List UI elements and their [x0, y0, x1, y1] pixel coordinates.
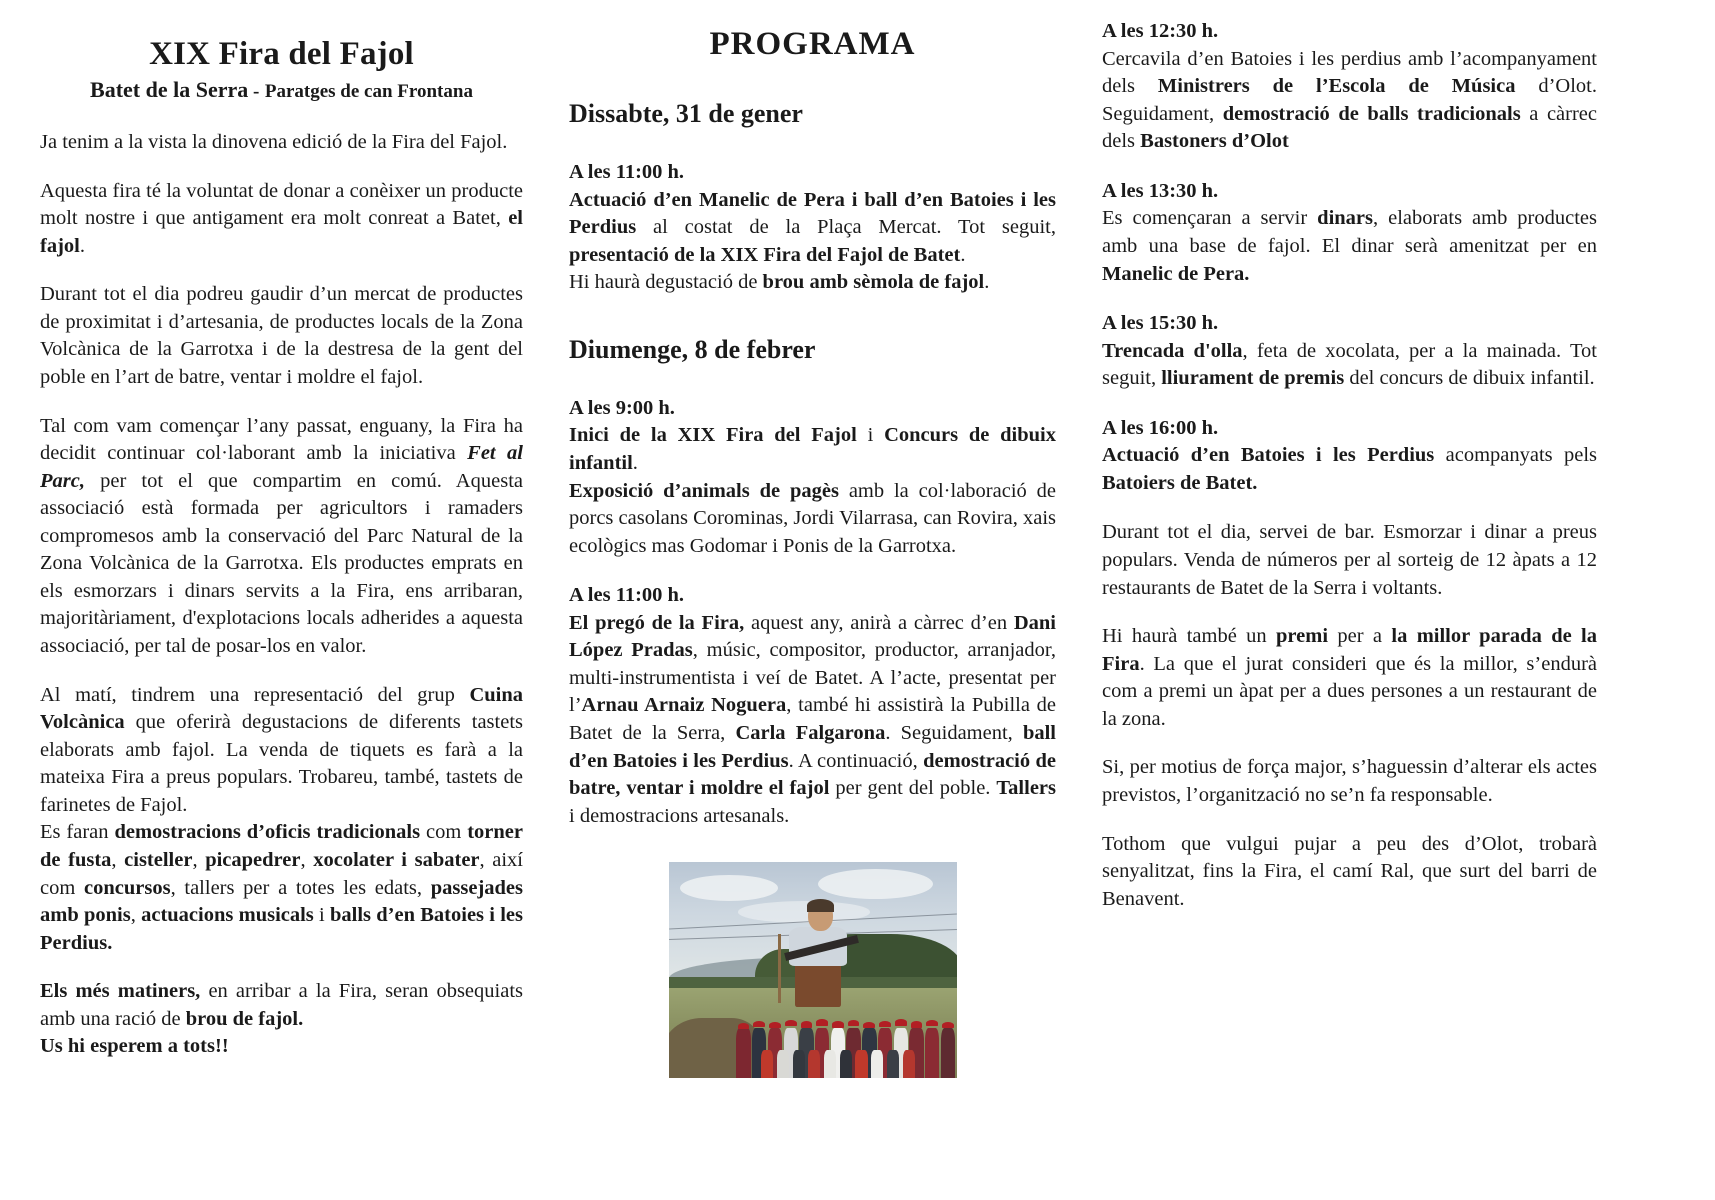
intro-p6-a: Es faran — [40, 821, 115, 844]
intro-p6-xocolater: xocolater i sabater — [313, 848, 480, 871]
schedule-slot — [569, 582, 1056, 830]
photo-barretina-icon — [879, 1021, 891, 1027]
slot-time: A les 13:30 h. — [1102, 179, 1219, 202]
photo-person — [941, 1028, 955, 1079]
sun9-l1b: i — [856, 424, 885, 447]
slot-description — [1102, 442, 1597, 497]
slot-time: A les 11:00 h. — [569, 584, 685, 607]
intro-p2-bold: el fajol — [40, 207, 523, 257]
photo-child — [793, 1050, 805, 1079]
intro-p6-torner: torner de fusta — [40, 821, 523, 871]
slot-description-2 — [569, 478, 1056, 561]
slot-time: A les 12:30 h. — [1102, 20, 1219, 42]
photo-barretina-icon — [785, 1020, 797, 1026]
photo-pole — [778, 934, 781, 1003]
intro-p4-c: per tot el que compartim en comú. Aquesta associació està formada per agricultors i ramaders compromesos amb la conservació del Parc Natural de la Zona Volcànica de la Garrotxa. Els productes emprats en els esmorzars i dinars servits a la Fira, ens arribaran, majoritàriament, d'explotacions locals adherides a aquesta associació, per tal de posar-los en valor. — [40, 469, 523, 657]
sun9-l2b: amb la col·laboració de porcs casolans Corominas, Jordi Vilarrasa, can Rovira, xais ecològics mas Godomar i Ponis de la Garrotxa. — [569, 479, 1056, 557]
photo-barretina-icon — [911, 1021, 923, 1027]
note-best-stall-prize — [1102, 623, 1597, 733]
intro-p5-c: que oferirà degustacions de diferents tastets elaborats amb fajol. La venda de tiquets es farà a la mateixa Fira a preus populars. Trobareu, també, tastets de farinetes de Fajol. — [40, 711, 523, 816]
intro-p4-a: Tal com vam començar l’any passat, enguany, la Fira ha decidit continuar col·laborant amb la iniciativa — [40, 414, 523, 465]
schedule-slot — [569, 395, 1056, 560]
sun11-prego: El pregó de la Fira, — [569, 611, 745, 634]
slot-description-2 — [569, 269, 1056, 297]
sun1330-l1c: , elaborats amb productes amb una base de fajol. El dinar serà amenitzat per en — [1102, 207, 1598, 257]
fair-subtitle — [40, 77, 523, 103]
intro-p6-oficis: demostracions d’oficis tradicionals — [114, 821, 421, 844]
intro-p6-concursos: concursos — [84, 876, 171, 899]
sat-brou: brou amb sèmola de fajol — [762, 271, 985, 294]
schedule-slot — [1102, 310, 1597, 393]
sun1230-l1c: d’Olot. Seguidament, — [1102, 75, 1598, 125]
photo-cloud — [818, 869, 933, 899]
sun11-ball: ball d’en Batoies i les Perdius — [569, 722, 1056, 772]
intro-paragraph-7 — [40, 978, 523, 1033]
left-column — [40, 18, 523, 1082]
intro-p6-c: com — [420, 821, 468, 844]
intro-p6-picapedrer: picapedrer — [205, 848, 301, 871]
intro-p6-i: , — [300, 848, 314, 871]
intro-p6-k: , així com — [40, 848, 523, 899]
sun1530-trencada: Trencada d'olla — [1102, 339, 1243, 362]
sun11-l1b: aquest any, anirà a càrrec d’en — [744, 611, 1014, 634]
sat-l1b: al costat de la Plaça Mercat. Tot seguit, — [636, 216, 1056, 239]
middle-column — [569, 18, 1056, 1078]
photo-barretina-icon — [863, 1022, 875, 1028]
photo-barretina-icon — [832, 1021, 844, 1027]
intro-paragraph-2 — [40, 178, 523, 261]
slot-description — [569, 187, 1056, 270]
photo-crowd — [732, 1013, 957, 1078]
slot-description — [1102, 205, 1597, 288]
sun11-l1h: . Seguidament, — [885, 722, 1023, 744]
sun9-inici: Inici de la XIX Fira del Fajol — [569, 424, 857, 447]
sat-l2c: . — [984, 271, 990, 294]
sun11-arnau: Arnau Arnaiz Noguera — [581, 694, 787, 717]
fair-subplace: Paratges de can Frontana — [264, 81, 473, 102]
fair-title: XIX Fira del Fajol — [149, 36, 414, 72]
intro-p6-m: , tallers per a totes les edats, — [170, 876, 431, 899]
photo-barretina-icon — [848, 1020, 860, 1026]
intro-p7-b: en arribar a la Fira, seran obsequiats amb una ració de — [40, 980, 523, 1030]
intro-p2-a: Aquesta fira té la voluntat de donar a conèixer un producte molt nostre i que antigament era molt conreat a Batet, — [40, 179, 523, 230]
sun1600-l1b: acompanyats pels — [1434, 444, 1597, 467]
sun1530-lliurament: lliurament de premis — [1161, 367, 1345, 390]
intro-p6-balls: balls d’en Batoies i les Perdius. — [40, 904, 523, 954]
note-4-text: Tothom que vulgui pujar a peu des d’Olot, trobarà senyalitzat, fins la Fira, el camí Ral, que surt del barri de Benavent. — [1102, 832, 1597, 910]
sat-l1d: . — [960, 243, 966, 266]
photo-child — [761, 1050, 773, 1079]
sun11-l1d: , músic, compositor, productor, arranjador, multi-instrumentista i veí de Batet. A l’acte, presentat per l’ — [569, 639, 1056, 717]
sun1330-l1a: Es començaran a servir — [1102, 207, 1318, 230]
slot-time: A les 9:00 h. — [569, 396, 675, 419]
photo-barretina-icon — [738, 1023, 750, 1029]
slot-description — [569, 422, 1056, 477]
photo-barretina-icon — [926, 1020, 938, 1026]
fair-place: Batet de la Serra — [90, 77, 249, 102]
photo-person — [925, 1028, 939, 1079]
intro-p5-cuina-volcanica: Cuina Volcànica — [40, 683, 523, 734]
photo-child — [903, 1050, 915, 1079]
intro-paragraph-3 — [40, 281, 523, 391]
sunday-heading: Diumenge, 8 de febrer — [569, 334, 816, 364]
intro-p5-a: Al matí, tindrem una representació del grup — [40, 683, 470, 706]
sun1230-demostracio: demostració de balls tradicionals — [1222, 102, 1521, 125]
photo-child — [887, 1050, 899, 1079]
photo-barretina-icon — [895, 1019, 907, 1025]
intro-p2-c: . — [79, 234, 85, 257]
schedule-slot — [1102, 415, 1597, 498]
schedule-slot — [569, 159, 1056, 297]
sun1330-manelic: Manelic de Pera. — [1102, 262, 1250, 285]
intro-p7-brou: brou de fajol. — [185, 1007, 304, 1030]
sat-l2a: Hi haurà degustació de — [569, 271, 763, 294]
intro-p6-e: , — [111, 848, 125, 871]
sun1330-dinars: dinars — [1317, 207, 1373, 230]
sun11-l1j: . A continuació, — [788, 749, 924, 772]
sun1600-batoiers: Batoiers de Batet. — [1102, 471, 1258, 494]
sat-actuacio: Actuació d’en Manelic de Pera i ball d’en Batoies i les Perdius — [569, 188, 1056, 239]
sun11-tallers: Tallers — [996, 777, 1056, 800]
photo-container — [569, 862, 1056, 1078]
photo-child — [824, 1050, 836, 1079]
slot-description — [569, 610, 1056, 831]
intro-p6-cisteller: cisteller — [124, 848, 193, 871]
sun1230-ministrers: Ministrers de l’Escola de Música — [1157, 75, 1516, 98]
slot-time: A les 16:00 h. — [1102, 416, 1219, 439]
schedule-slot — [1102, 18, 1597, 156]
note-force-majeure — [1102, 754, 1597, 809]
intro-p6-o: , — [130, 904, 142, 927]
sun1600-actuacio: Actuació d’en Batoies i les Perdius — [1102, 444, 1435, 467]
sun11-l1l: per gent del poble. — [829, 777, 997, 800]
intro-p7-matiners: Els més matiners, — [40, 980, 201, 1003]
intro-closing — [40, 1033, 523, 1061]
sun1230-l1a: Cercavila d’en Batoies i les perdius amb l’acompanyament dels — [1102, 47, 1597, 98]
sun1230-l1e: a càrrec dels — [1102, 102, 1597, 153]
photo-child — [855, 1050, 867, 1079]
photo-child — [840, 1050, 852, 1079]
sun11-demostracio: demostració de batre, ventar i moldre el fajol — [569, 749, 1056, 800]
intro-p6-ponis: passejades amb ponis — [40, 876, 523, 927]
intro-p6-musicals: actuacions musicals — [141, 904, 314, 927]
intro-p6-q: i — [313, 904, 330, 927]
note-2-c: per a — [1328, 625, 1392, 648]
slot-time: A les 15:30 h. — [1102, 312, 1219, 335]
photo-barretina-icon — [753, 1021, 765, 1027]
sun1530-l1b: , feta de xocolata, per a la mainada. Tot seguit, — [1102, 339, 1597, 390]
intro-p6-g: , — [192, 848, 206, 871]
sun11-l1n: i demostracions artesanals. — [569, 804, 790, 827]
photo-cloud — [680, 875, 778, 901]
photo-barretina-icon — [942, 1022, 954, 1028]
photo-child — [777, 1050, 789, 1079]
sat-presentacio: presentació de la XIX Fira del Fajol de Batet — [569, 243, 961, 266]
note-bar-service — [1102, 519, 1597, 602]
sun1230-bastoners: Bastoners d’Olot — [1140, 130, 1289, 153]
photo-child — [871, 1050, 883, 1079]
note-2-premi: premi — [1276, 625, 1329, 648]
intro-paragraph-6 — [40, 819, 523, 957]
slot-description — [1102, 46, 1597, 156]
fair-subtitle-separator: - — [253, 81, 260, 102]
intro-p3-text: Durant tot el dia podreu gaudir d’un mercat de productes de proximitat i d’artesania, de productes locals de la Zona Volcànica de la Garrotxa i de la destresa de la gent del poble en l’art de batre, ventar i moldre el fajol. — [40, 283, 523, 388]
slot-time: A les 11:00 h. — [569, 161, 685, 183]
intro-paragraph-1 — [40, 129, 523, 157]
sun9-concurs: Concurs de dibuix infantil — [569, 424, 1056, 474]
note-walking-route — [1102, 831, 1597, 914]
three-column-layout — [40, 18, 1675, 1082]
note-3-text: Si, per motius de força major, s’haguessin d’alterar els actes previstos, l’organització no se’n fa responsable. — [1102, 756, 1597, 806]
sun1530-l1d: del concurs de dibuix infantil. — [1344, 367, 1595, 390]
sun9-exposicio: Exposició d’animals de pagès — [569, 479, 839, 502]
sun11-l1f: , també hi assistirà la Pubilla de Batet de la Serra, — [569, 694, 1057, 744]
intro-closing-text: Us hi esperem a tots!! — [40, 1035, 229, 1058]
intro-p1-text: Ja tenim a la vista la dinovena edició de la Fira del Fajol. — [40, 131, 508, 153]
fair-photo — [669, 862, 957, 1078]
sun11-carla: Carla Falgarona — [735, 722, 886, 744]
sun9-l1d: . — [632, 451, 638, 474]
photo-barretina-icon — [816, 1019, 828, 1025]
saturday-heading: Dissabte, 31 de gener — [569, 99, 803, 128]
slot-description — [1102, 338, 1597, 393]
intro-paragraph-4 — [40, 413, 523, 661]
note-2-e: . La que el jurat consideri que és la millor, s’endurà com a premi un àpat per a dues persones a un restaurant de la zona. — [1102, 652, 1597, 730]
photo-barretina-icon — [769, 1022, 781, 1028]
right-column — [1102, 18, 1597, 934]
photo-giant-hair — [807, 899, 834, 912]
schedule-slot — [1102, 178, 1597, 288]
photo-child — [808, 1050, 820, 1079]
note-2-a: Hi haurà també un — [1102, 625, 1277, 648]
photo-barretina-icon — [801, 1021, 813, 1027]
sun11-dani: Dani López Pradas — [569, 611, 1056, 662]
photo-person — [736, 1028, 750, 1079]
note-1-text: Durant tot el dia, servei de bar. Esmorzar i dinar a preus populars. Venda de números per al sorteig de 12 àpats a 12 restaurants de Batet de la Serra i voltants. — [1102, 521, 1597, 599]
program-heading: PROGRAMA — [709, 26, 916, 62]
intro-paragraph-5 — [40, 682, 523, 820]
note-2-millor-parada: la millor parada de la Fira — [1102, 625, 1597, 675]
intro-p4-fet-al-parc: Fet al Parc, — [40, 442, 523, 492]
